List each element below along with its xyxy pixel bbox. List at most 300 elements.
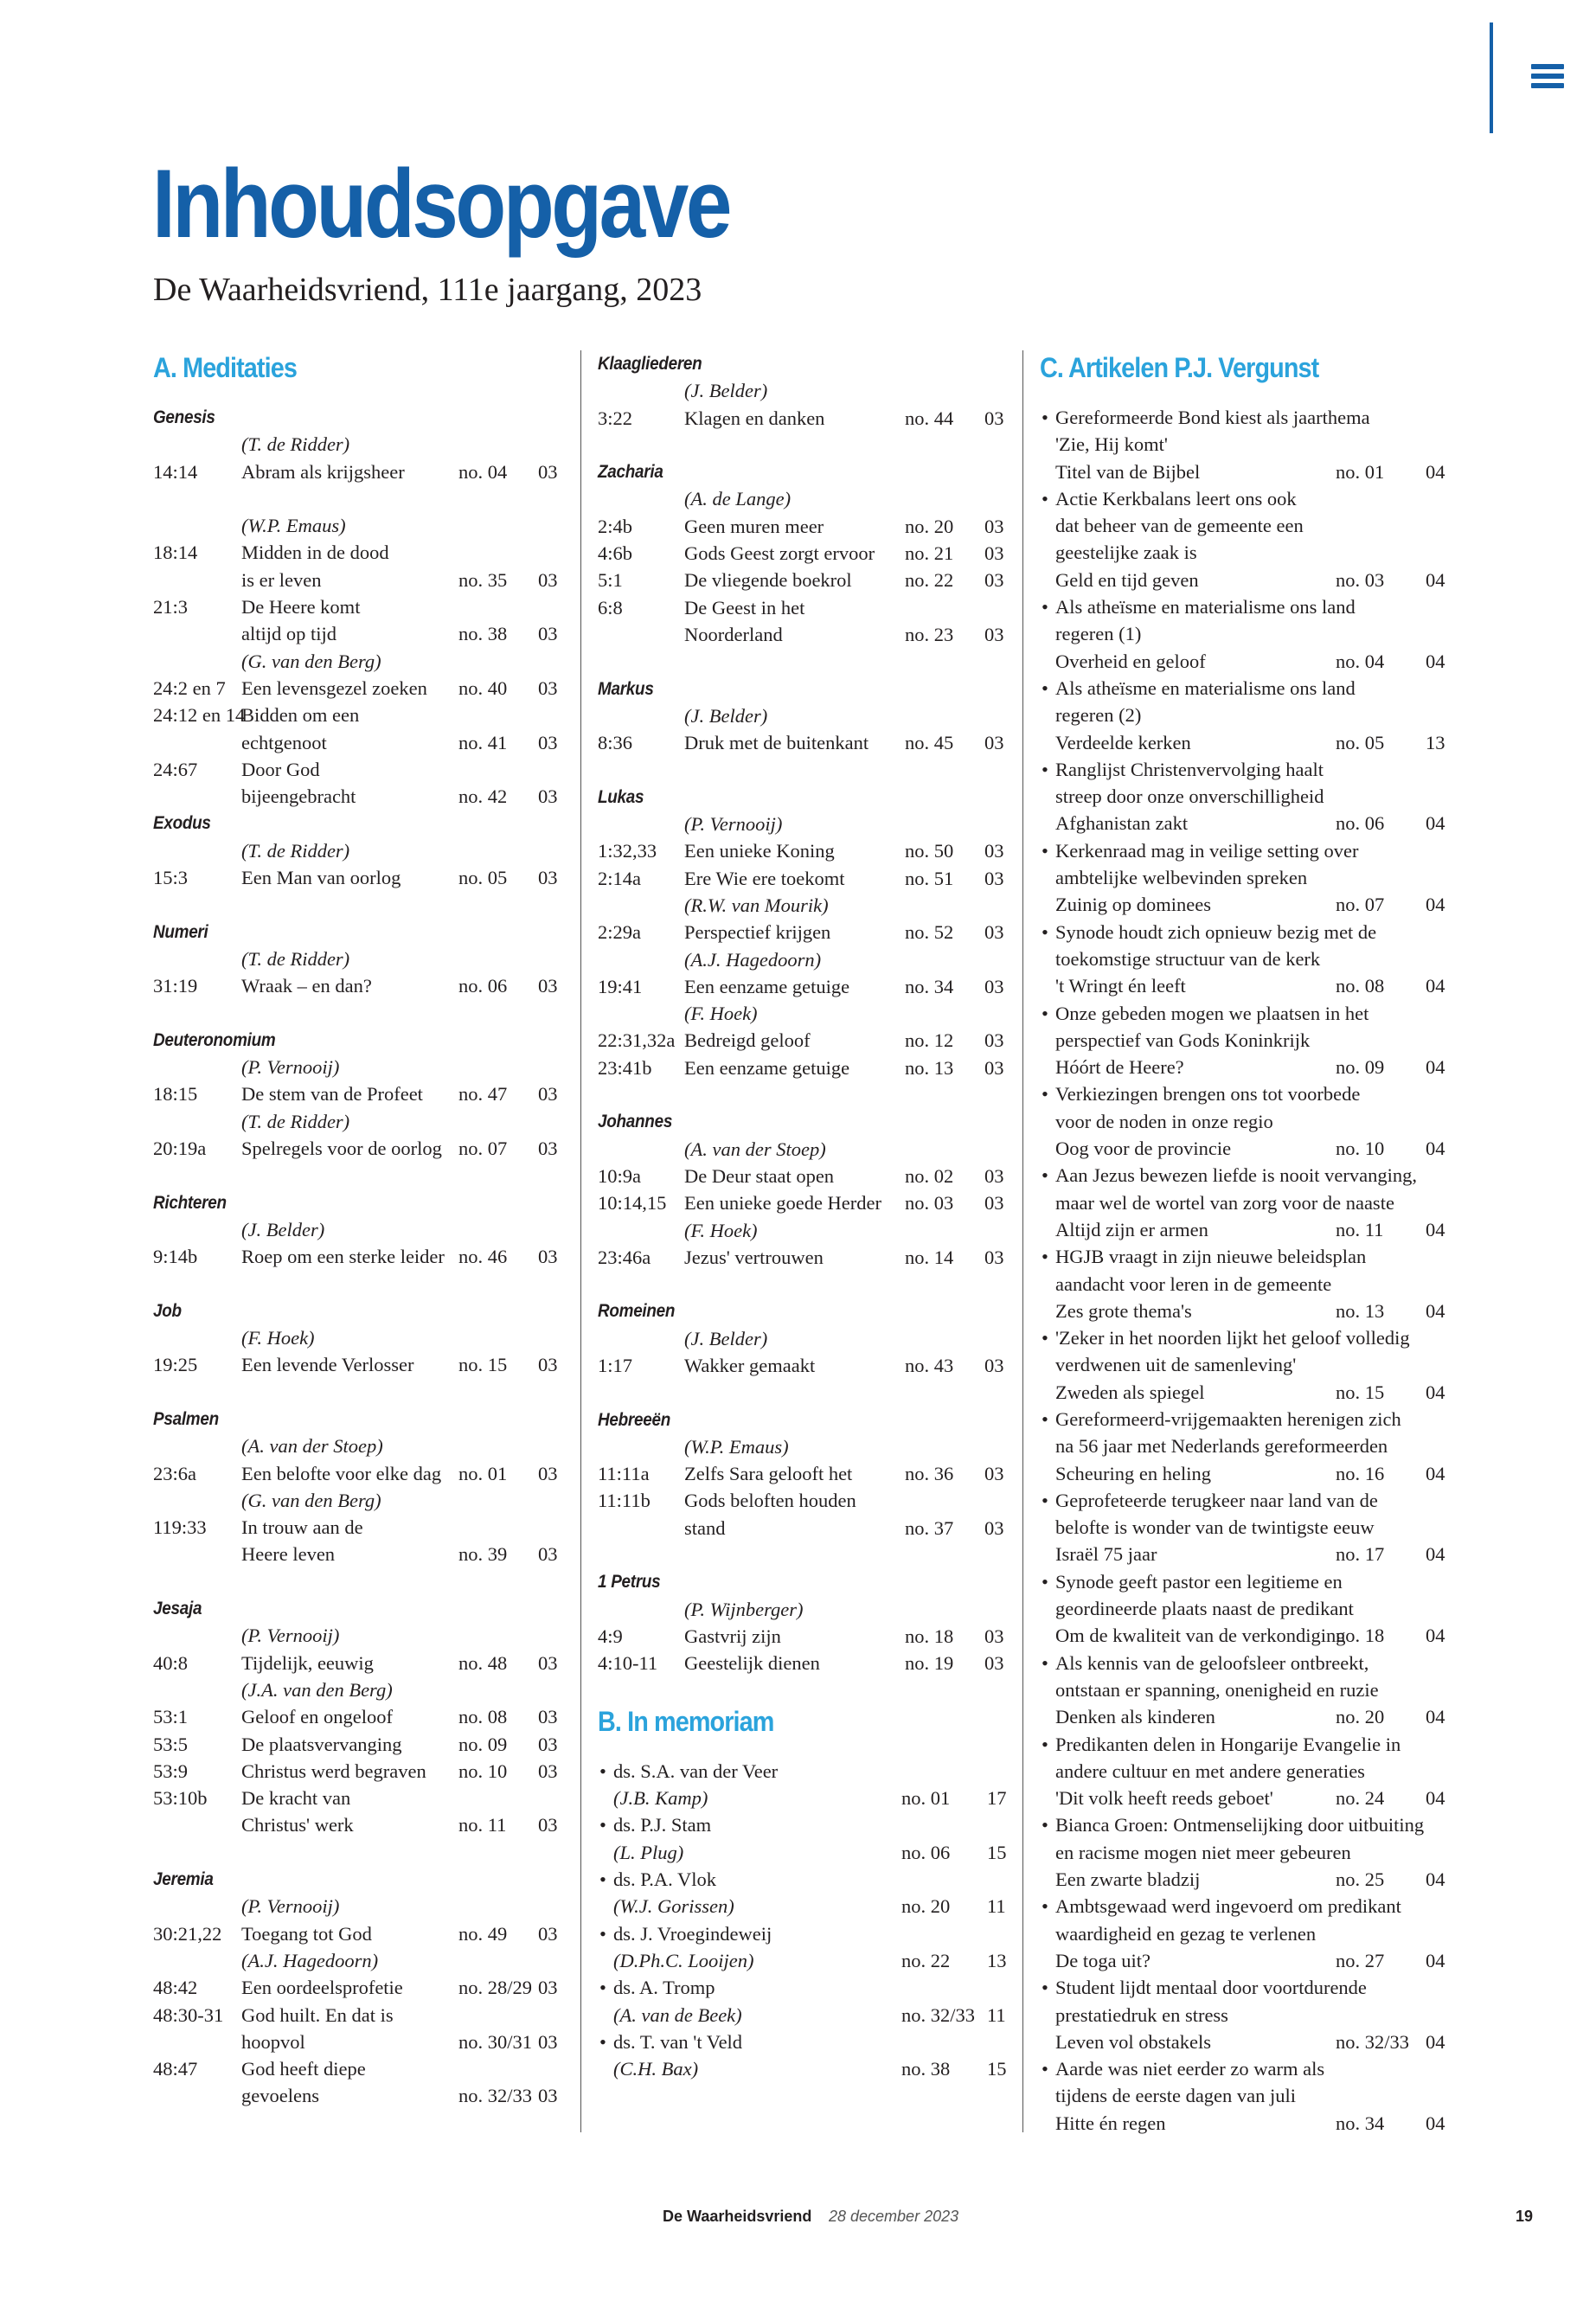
issue-number: no. 15 bbox=[1336, 1381, 1385, 1403]
entry-title: verdwenen uit de samenleving' bbox=[1055, 1354, 1297, 1376]
page-number: 03 bbox=[984, 623, 1004, 645]
page-number: 04 bbox=[1426, 1218, 1445, 1240]
entry-title: Om de kwaliteit van de verkondiging bbox=[1055, 1625, 1346, 1647]
toc-entry[interactable] bbox=[1040, 1379, 1446, 1406]
toc-entry bbox=[598, 1000, 1010, 1027]
article-title: Predikanten delen in Hongarije Evangelie in bbox=[1055, 1733, 1401, 1755]
entry-title: Gastvrij zijn bbox=[684, 1625, 781, 1647]
toc-entry[interactable] bbox=[153, 567, 560, 593]
toc-entry[interactable] bbox=[598, 919, 1010, 945]
issue-number: no. 18 bbox=[1336, 1625, 1385, 1647]
bullet-icon: • bbox=[599, 1922, 606, 1945]
toc-entry[interactable] bbox=[598, 405, 1010, 432]
toc-entry[interactable] bbox=[598, 1839, 1010, 1866]
footer-page-number: 19 bbox=[1516, 2208, 1534, 2225]
article-entry[interactable] bbox=[1040, 2055, 1446, 2082]
issue-number: no. 19 bbox=[905, 1652, 954, 1675]
page-number: 03 bbox=[984, 1029, 1004, 1052]
issue-number: no. 40 bbox=[458, 676, 508, 699]
toc-entry bbox=[1040, 1595, 1446, 1622]
toc-entry[interactable] bbox=[153, 1974, 560, 2001]
entry-title: na 56 jaar met Nederlands gereformeerden bbox=[1055, 1435, 1388, 1458]
toc-entry[interactable] bbox=[1040, 1054, 1446, 1080]
entry-title: Zelfs Sara gelooft het bbox=[684, 1463, 853, 1485]
author-name: (A. van der Stoep) bbox=[684, 1138, 826, 1160]
toc-entry[interactable] bbox=[1040, 1622, 1446, 1649]
toc-entry[interactable] bbox=[1040, 972, 1446, 999]
toc-entry bbox=[153, 756, 560, 783]
verse-reference: 2:14a bbox=[598, 867, 641, 889]
toc-entry[interactable] bbox=[1040, 1866, 1446, 1893]
entry-title: dat beheer van de gemeente een bbox=[1055, 515, 1304, 537]
bullet-icon: • bbox=[1042, 1246, 1048, 1268]
page-number: 03 bbox=[538, 1246, 558, 1268]
page-number: 04 bbox=[1426, 1787, 1445, 1810]
toc-entry[interactable] bbox=[598, 540, 1010, 567]
entry-title: De stem van de Profeet bbox=[241, 1083, 423, 1106]
toc-entry bbox=[598, 1217, 1010, 1244]
entry-title: Klagen en danken bbox=[684, 407, 825, 429]
toc-entry[interactable] bbox=[153, 864, 560, 891]
article-entry[interactable] bbox=[1040, 1487, 1446, 1514]
toc-entry[interactable] bbox=[598, 621, 1010, 648]
article-entry[interactable] bbox=[1040, 675, 1446, 702]
page-number: 04 bbox=[1426, 1138, 1445, 1160]
author-name: (A.J. Hagedoorn) bbox=[684, 948, 822, 971]
author-name: (A. de Lange) bbox=[684, 488, 792, 510]
article-entry[interactable] bbox=[1040, 1893, 1446, 1920]
toc-entry bbox=[598, 702, 1010, 729]
toc-entry[interactable] bbox=[1040, 1135, 1446, 1162]
toc-entry[interactable] bbox=[1040, 648, 1446, 675]
article-entry[interactable] bbox=[1040, 919, 1446, 945]
column-meditaties-1 bbox=[153, 350, 560, 2110]
toc-entry bbox=[153, 1514, 560, 1541]
toc-entry bbox=[153, 648, 560, 675]
page-number: 03 bbox=[538, 1759, 558, 1782]
toc-entry[interactable] bbox=[1040, 729, 1446, 756]
author-name: (A. van der Stoep) bbox=[241, 1435, 383, 1458]
book-heading: Zacharia bbox=[598, 462, 663, 483]
toc-entry[interactable] bbox=[153, 1135, 560, 1162]
article-entry[interactable] bbox=[1040, 1000, 1446, 1027]
entry-title: toekomstige structuur van de kerk bbox=[1055, 947, 1321, 970]
toc-entry[interactable] bbox=[1040, 1216, 1446, 1243]
toc-entry bbox=[1040, 512, 1446, 539]
entries-col2 bbox=[598, 350, 1010, 1677]
verse-reference: 6:8 bbox=[598, 596, 623, 619]
issue-number: no. 13 bbox=[1336, 1299, 1385, 1322]
verse-reference: 24:12 en 14 bbox=[153, 704, 246, 727]
page-number: 03 bbox=[984, 1056, 1004, 1079]
bullet-icon: • bbox=[1042, 839, 1048, 862]
issue-number: no. 05 bbox=[458, 867, 508, 889]
toc-entry[interactable] bbox=[598, 1785, 1010, 1811]
page-number: 04 bbox=[1426, 1381, 1445, 1403]
article-entry[interactable] bbox=[1040, 1811, 1446, 1838]
toc-entry[interactable] bbox=[153, 972, 560, 999]
toc-entry[interactable] bbox=[153, 1080, 560, 1107]
spacer bbox=[153, 485, 560, 512]
spacer bbox=[153, 1379, 560, 1406]
toc-entry bbox=[153, 945, 560, 972]
toc-entry bbox=[598, 1487, 1010, 1514]
verse-reference: 24:2 en 7 bbox=[153, 676, 226, 699]
toc-entry[interactable] bbox=[153, 1811, 560, 1838]
toc-entry[interactable] bbox=[153, 1460, 560, 1487]
entry-title: waardigheid en gezag te verlenen bbox=[1055, 1922, 1317, 1945]
page-number: 03 bbox=[984, 1652, 1004, 1675]
page-number: 03 bbox=[538, 1706, 558, 1728]
toc-entry[interactable] bbox=[598, 729, 1010, 756]
page-number: 03 bbox=[538, 623, 558, 645]
author-name: (W.P. Emaus) bbox=[684, 1435, 789, 1458]
deceased-name: ds. P.J. Stam bbox=[613, 1814, 712, 1836]
article-title: Onze gebeden mogen we plaatsen in het bbox=[1055, 1002, 1369, 1024]
toc-entry[interactable] bbox=[1040, 1541, 1446, 1567]
toc-entry bbox=[153, 1785, 560, 1811]
page-number: 04 bbox=[1426, 2112, 1445, 2134]
entry-title: Druk met de buitenkant bbox=[684, 732, 869, 754]
toc-entry bbox=[1040, 1676, 1446, 1703]
hamburger-menu-icon[interactable] bbox=[1531, 64, 1564, 88]
entries-col1 bbox=[153, 404, 560, 2110]
section-heading-in-memoriam: B. In memoriam bbox=[598, 1705, 774, 1737]
article-entry[interactable] bbox=[1040, 1650, 1446, 1676]
spacer bbox=[153, 1839, 560, 1866]
issue-number: no. 21 bbox=[905, 542, 954, 565]
verse-reference: 2:29a bbox=[598, 921, 641, 944]
toc-entry[interactable] bbox=[153, 1731, 560, 1758]
issue-number: no. 34 bbox=[1336, 2112, 1385, 2134]
book-heading: Hebreeën bbox=[598, 1409, 670, 1430]
entry-title: Hitte én regen bbox=[1055, 2112, 1166, 2134]
page-number: 03 bbox=[538, 867, 558, 889]
issue-number: no. 05 bbox=[1336, 731, 1385, 753]
toc-entry[interactable] bbox=[153, 729, 560, 756]
page-number: 17 bbox=[987, 1787, 1007, 1810]
entry-title: Door God bbox=[241, 758, 320, 780]
toc-entry bbox=[1040, 1108, 1446, 1135]
article-title: 'Zeker in het noorden lijkt het geloof volledig bbox=[1055, 1327, 1410, 1349]
issue-number: no. 30/31 bbox=[458, 2030, 533, 2053]
toc-entry[interactable] bbox=[598, 1893, 1010, 1920]
memoriam-entry[interactable] bbox=[598, 1920, 1010, 1947]
toc-entry[interactable] bbox=[598, 2055, 1010, 2082]
column-divider bbox=[1022, 350, 1023, 2132]
toc-entry[interactable] bbox=[598, 973, 1010, 1000]
toc-entry[interactable] bbox=[598, 1054, 1010, 1081]
issue-number: no. 44 bbox=[905, 407, 954, 429]
toc-entry[interactable] bbox=[153, 458, 560, 485]
toc-entry[interactable] bbox=[1040, 1703, 1446, 1730]
issue-number: no. 07 bbox=[458, 1138, 508, 1160]
page-number: 03 bbox=[984, 732, 1004, 754]
toc-entry[interactable] bbox=[598, 1189, 1010, 1216]
issue-number: no. 38 bbox=[901, 2058, 951, 2080]
toc-entry[interactable] bbox=[1040, 458, 1446, 485]
entry-title: ontstaan er spanning, onenigheid en ruzie bbox=[1055, 1678, 1379, 1701]
article-entry[interactable] bbox=[1040, 404, 1446, 431]
toc-entry[interactable] bbox=[1040, 2110, 1446, 2137]
book-heading: Psalmen bbox=[153, 1408, 219, 1429]
book-heading: Markus bbox=[598, 678, 654, 699]
entry-title: De plaatsvervanging bbox=[241, 1733, 402, 1755]
toc-entry[interactable] bbox=[153, 2082, 560, 2109]
page-number: 03 bbox=[538, 676, 558, 699]
entry-title: Roep om een sterke leider bbox=[241, 1246, 445, 1268]
bullet-icon: • bbox=[1042, 1651, 1048, 1674]
toc-entry bbox=[598, 1596, 1010, 1623]
bullet-icon: • bbox=[1042, 1407, 1048, 1430]
bullet-icon: • bbox=[1042, 1083, 1048, 1106]
entry-title: Gods Geest zorgt ervoor bbox=[684, 542, 875, 565]
issue-number: no. 41 bbox=[458, 731, 508, 753]
issue-number: no. 03 bbox=[905, 1192, 954, 1215]
toc-entry[interactable] bbox=[598, 2002, 1010, 2029]
page-number: 03 bbox=[538, 1977, 558, 1999]
toc-entry[interactable] bbox=[598, 567, 1010, 593]
article-entry[interactable] bbox=[1040, 1406, 1446, 1433]
issue-number: no. 04 bbox=[458, 460, 508, 483]
toc-entry[interactable] bbox=[1040, 891, 1446, 918]
entry-title: Spelregels voor de oorlog bbox=[241, 1138, 442, 1160]
page-number: 03 bbox=[984, 569, 1004, 592]
page-number: 04 bbox=[1426, 894, 1445, 916]
toc-entry[interactable] bbox=[1040, 810, 1446, 836]
issue-number: no. 50 bbox=[905, 840, 954, 862]
toc-entry[interactable] bbox=[598, 1352, 1010, 1379]
bullet-icon: • bbox=[1042, 1164, 1048, 1187]
issue-number: no. 34 bbox=[905, 975, 954, 997]
toc-entry[interactable] bbox=[153, 1541, 560, 1567]
footer-date: 28 december 2023 bbox=[829, 2208, 959, 2225]
issue-number: no. 01 bbox=[901, 1787, 951, 1810]
memoriam-entry[interactable] bbox=[598, 2029, 1010, 2055]
article-entry[interactable] bbox=[1040, 1080, 1446, 1107]
toc-entry[interactable] bbox=[153, 675, 560, 702]
toc-entry[interactable] bbox=[1040, 1460, 1446, 1487]
toc-entry[interactable] bbox=[153, 1243, 560, 1270]
entry-title: Leven vol obstakels bbox=[1055, 2030, 1211, 2053]
toc-entry bbox=[1040, 1758, 1446, 1785]
toc-entry bbox=[1040, 1189, 1446, 1216]
issue-number: no. 47 bbox=[458, 1083, 508, 1106]
toc-entry[interactable] bbox=[598, 865, 1010, 892]
author-name: (G. van den Berg) bbox=[241, 650, 381, 672]
article-entry[interactable] bbox=[1040, 1974, 1446, 2001]
article-title: Aarde was niet eerder zo warm als bbox=[1055, 2058, 1325, 2080]
article-title: HGJB vraagt in zijn nieuwe beleidsplan bbox=[1055, 1246, 1367, 1268]
article-entry[interactable] bbox=[1040, 1731, 1446, 1758]
deceased-name: ds. S.A. van der Veer bbox=[613, 1759, 779, 1782]
spacer bbox=[598, 1541, 1010, 1568]
page-number: 03 bbox=[984, 975, 1004, 997]
article-entry[interactable] bbox=[1040, 1243, 1446, 1270]
deceased-name: ds. P.A. Vlok bbox=[613, 1868, 716, 1891]
toc-entry[interactable] bbox=[1040, 1298, 1446, 1324]
entry-title: 'Zie, Hij komt' bbox=[1055, 433, 1168, 456]
toc-entry bbox=[1040, 1514, 1446, 1541]
entry-title: Overheid en geloof bbox=[1055, 650, 1206, 672]
verse-reference: 18:15 bbox=[153, 1083, 198, 1106]
memoriam-entry[interactable] bbox=[598, 1974, 1010, 2001]
verse-reference: 30:21,22 bbox=[153, 1922, 222, 1945]
page-number: 04 bbox=[1426, 1706, 1445, 1728]
entry-title: maar wel de wortel van zorg voor de naaste bbox=[1055, 1191, 1394, 1214]
toc-entry[interactable] bbox=[153, 1920, 560, 1947]
article-entry[interactable] bbox=[1040, 485, 1446, 512]
deceased-name: ds. J. Vroegindeweij bbox=[613, 1922, 772, 1945]
toc-entry[interactable] bbox=[153, 620, 560, 647]
spacer bbox=[598, 1271, 1010, 1298]
toc-entry[interactable] bbox=[598, 513, 1010, 540]
section-heading-artikelen: C. Artikelen P.J. Vergunst bbox=[1040, 352, 1319, 383]
toc-entry[interactable] bbox=[1040, 2029, 1446, 2055]
toc-entry bbox=[1040, 864, 1446, 891]
article-entry[interactable] bbox=[1040, 593, 1446, 620]
toc-entry[interactable] bbox=[598, 837, 1010, 864]
entry-title: hoopvol bbox=[241, 2030, 305, 2053]
entry-title: Christus' werk bbox=[241, 1814, 354, 1836]
book-heading: Johannes bbox=[598, 1112, 673, 1132]
book-heading: Jesaja bbox=[153, 1599, 202, 1619]
toc-entry bbox=[598, 1325, 1010, 1352]
page-number: 03 bbox=[538, 460, 558, 483]
toc-entry[interactable] bbox=[598, 1460, 1010, 1487]
toc-entry[interactable] bbox=[598, 1027, 1010, 1054]
toc-entry bbox=[153, 1487, 560, 1514]
deceased-name: ds. A. Tromp bbox=[613, 1977, 715, 1999]
verse-reference: 5:1 bbox=[598, 569, 623, 592]
toc-entry[interactable] bbox=[598, 1947, 1010, 1974]
entry-title: Scheuring en heling bbox=[1055, 1462, 1211, 1484]
bullet-icon: • bbox=[1042, 758, 1048, 780]
toc-entry[interactable] bbox=[598, 1623, 1010, 1650]
article-entry[interactable] bbox=[1040, 756, 1446, 783]
toc-entry bbox=[1040, 1433, 1446, 1459]
entry-title: Hóórt de Heere? bbox=[1055, 1056, 1184, 1079]
entry-title: Afghanistan zakt bbox=[1055, 812, 1189, 835]
toc-entry[interactable] bbox=[598, 1163, 1010, 1189]
article-title: Ambtsgewaad werd ingevoerd om predikant bbox=[1055, 1895, 1401, 1918]
toc-entry[interactable] bbox=[153, 1703, 560, 1730]
toc-entry[interactable] bbox=[153, 1758, 560, 1785]
issue-number: no. 46 bbox=[458, 1246, 508, 1268]
spacer bbox=[598, 1379, 1010, 1406]
article-title: Actie Kerkbalans leert ons ook bbox=[1055, 487, 1297, 510]
article-entry[interactable] bbox=[1040, 1162, 1446, 1189]
page-number: 03 bbox=[538, 1651, 558, 1674]
toc-entry[interactable] bbox=[153, 2029, 560, 2055]
entry-title: Perspectief krijgen bbox=[684, 921, 831, 944]
page-number: 03 bbox=[538, 1733, 558, 1755]
entry-title: bijeengebracht bbox=[241, 785, 356, 808]
verse-reference: 4:10-11 bbox=[598, 1652, 658, 1675]
verse-reference: 2:4b bbox=[598, 515, 633, 537]
toc-entry bbox=[1040, 1351, 1446, 1378]
issue-number: no. 35 bbox=[458, 568, 508, 591]
author-name: (P. Vernooij) bbox=[241, 1056, 340, 1079]
author-name: (P. Vernooij) bbox=[241, 1895, 340, 1918]
article-entry[interactable] bbox=[1040, 1324, 1446, 1351]
page-number: 03 bbox=[538, 1922, 558, 1945]
entry-title: regeren (2) bbox=[1055, 704, 1142, 727]
toc-entry[interactable] bbox=[598, 1650, 1010, 1676]
article-entry[interactable] bbox=[1040, 1568, 1446, 1595]
verse-reference: 14:14 bbox=[153, 460, 198, 483]
toc-entry bbox=[153, 593, 560, 620]
toc-entry bbox=[153, 1622, 560, 1649]
toc-entry[interactable] bbox=[153, 1351, 560, 1378]
page-number: 04 bbox=[1426, 1868, 1445, 1891]
author-name: (T. de Ridder) bbox=[241, 433, 350, 456]
page-number: 04 bbox=[1426, 975, 1445, 997]
issue-number: no. 20 bbox=[1336, 1706, 1385, 1728]
entry-title: en racisme mogen niet meer gebeuren bbox=[1055, 1841, 1351, 1863]
issue-number: no. 09 bbox=[1336, 1056, 1385, 1079]
issue-number: no. 01 bbox=[458, 1462, 508, 1484]
toc-entry[interactable] bbox=[1040, 567, 1446, 593]
entry-title: andere cultuur en met andere generaties bbox=[1055, 1759, 1365, 1782]
verse-reference: 11:11b bbox=[598, 1490, 651, 1512]
toc-entry bbox=[153, 1108, 560, 1135]
bullet-icon: • bbox=[1042, 1733, 1048, 1755]
entry-title: Tijdelijk, eeuwig bbox=[241, 1651, 374, 1674]
toc-entry bbox=[598, 811, 1010, 837]
entry-title: streep door onze onverschilligheid bbox=[1055, 785, 1324, 808]
toc-entry[interactable] bbox=[598, 1244, 1010, 1271]
author-name: (J.B. Kamp) bbox=[613, 1787, 708, 1810]
toc-entry[interactable] bbox=[1040, 1947, 1446, 1974]
memoriam-entry[interactable] bbox=[598, 1866, 1010, 1893]
entry-title: Abram als krijgsheer bbox=[241, 460, 405, 483]
entry-title: Een levende Verlosser bbox=[241, 1354, 414, 1376]
author-name: (D.Ph.C. Looijen) bbox=[613, 1949, 754, 1971]
article-title: Geprofeteerde terugkeer naar land van de bbox=[1055, 1489, 1378, 1511]
memoriam-entry[interactable] bbox=[598, 1758, 1010, 1785]
entry-title: voor de noden in onze regio bbox=[1055, 1110, 1273, 1132]
bullet-icon: • bbox=[599, 1814, 606, 1836]
author-name: (F. Hoek) bbox=[684, 1003, 758, 1025]
page-number: 03 bbox=[984, 867, 1004, 889]
page-number: 03 bbox=[538, 1083, 558, 1106]
entry-title: Een zwarte bladzij bbox=[1055, 1868, 1201, 1891]
toc-entry[interactable] bbox=[153, 783, 560, 810]
toc-entry[interactable] bbox=[1040, 1785, 1446, 1811]
footer-magazine: De Waarheidsvriend bbox=[663, 2208, 812, 2225]
page-number: 04 bbox=[1426, 1949, 1445, 1971]
toc-entry bbox=[598, 946, 1010, 973]
spacer bbox=[598, 432, 1010, 458]
entry-title: geordineerde plaats naast de predikant bbox=[1055, 1598, 1354, 1620]
entry-title: Wraak – en dan? bbox=[241, 975, 372, 997]
article-entry[interactable] bbox=[1040, 837, 1446, 864]
bullet-icon: • bbox=[1042, 487, 1048, 510]
entry-title: De toga uit? bbox=[1055, 1949, 1151, 1971]
book-heading: Numeri bbox=[153, 921, 208, 942]
issue-number: no. 36 bbox=[905, 1463, 954, 1485]
author-name: (W.P. Emaus) bbox=[241, 515, 346, 537]
memoriam-entry[interactable] bbox=[598, 1811, 1010, 1838]
toc-entry[interactable] bbox=[598, 1515, 1010, 1541]
spacer bbox=[153, 1162, 560, 1189]
toc-entry[interactable] bbox=[153, 1650, 560, 1676]
author-name: (G. van den Berg) bbox=[241, 1489, 381, 1511]
book-heading: Lukas bbox=[598, 786, 644, 807]
page-number: 03 bbox=[538, 2085, 558, 2107]
article-title: Aan Jezus bewezen liefde is nooit vervanging, bbox=[1055, 1164, 1417, 1187]
